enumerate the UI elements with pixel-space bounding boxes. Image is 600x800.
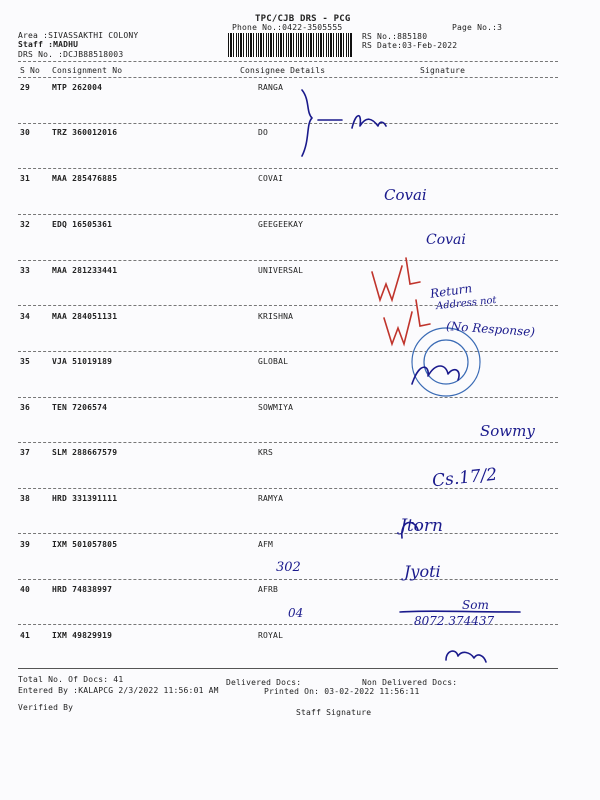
row-sno: 31 bbox=[20, 174, 31, 183]
rs-date: RS Date:03-Feb-2022 bbox=[362, 41, 458, 50]
row-consignee: AFM bbox=[258, 540, 274, 549]
row-sno: 29 bbox=[20, 83, 31, 92]
non-delivered-docs: Non Delivered Docs: bbox=[362, 678, 458, 687]
row-consignment: IXM 501057805 bbox=[52, 540, 118, 549]
row-consignment: SLM 288667579 bbox=[52, 448, 118, 457]
row-consignment: HRD 74838997 bbox=[52, 585, 113, 594]
row-consignee: AFRB bbox=[258, 585, 279, 594]
col-signature: Signature bbox=[420, 66, 466, 75]
row-consignment: MAA 281233441 bbox=[52, 266, 118, 275]
sig-krs: Cs.17/2 bbox=[431, 464, 499, 492]
verified-by: Verified By bbox=[18, 703, 74, 712]
row-sno: 32 bbox=[20, 220, 31, 229]
col-consignment: Consignment No bbox=[52, 66, 123, 75]
company-stamp bbox=[412, 328, 480, 396]
row-sno: 37 bbox=[20, 448, 31, 457]
signature-mark bbox=[352, 116, 386, 128]
afm-number: 302 bbox=[276, 560, 301, 575]
row-sno: 40 bbox=[20, 585, 31, 594]
row-sno: 38 bbox=[20, 494, 31, 503]
row-consignee: DO bbox=[258, 128, 269, 137]
row-sno: 41 bbox=[20, 631, 31, 640]
company-stamp-inner bbox=[424, 340, 468, 384]
row-consignee: GLOBAL bbox=[258, 357, 289, 366]
staff-signature: Staff Signature bbox=[296, 708, 372, 717]
sig-sowmiya: Sowmy bbox=[480, 422, 535, 440]
area-label: Area :SIVASSAKTHI COLONY bbox=[18, 31, 139, 40]
row-sno: 35 bbox=[20, 357, 31, 366]
sig-geegeekay: Covai bbox=[426, 232, 466, 248]
row-consignee: GEEGEEKAY bbox=[258, 220, 304, 229]
page-number: Page No.:3 bbox=[452, 23, 503, 32]
row-consignment: TEN 7206574 bbox=[52, 403, 108, 412]
red-wl-mark bbox=[384, 312, 412, 344]
footer-signature bbox=[446, 651, 486, 662]
row-consignment: MTP 262004 bbox=[52, 83, 103, 92]
row-consignee: RAMYA bbox=[258, 494, 284, 503]
row-sno: 36 bbox=[20, 403, 31, 412]
return-note-2: Address not bbox=[435, 294, 498, 313]
row-consignee: ROYAL bbox=[258, 631, 284, 640]
row-consignment: MAA 285476885 bbox=[52, 174, 118, 183]
entered-by: Entered By :KALAPCG 2/3/2022 11:56:01 AM bbox=[18, 686, 219, 695]
row-sno: 39 bbox=[20, 540, 31, 549]
return-note: Return bbox=[429, 281, 473, 301]
row-consignment: MAA 284051131 bbox=[52, 312, 118, 321]
row-consignee: KRS bbox=[258, 448, 274, 457]
red-wl-mark bbox=[406, 258, 420, 284]
sig-afrb: Som bbox=[462, 598, 489, 612]
brace-mark bbox=[302, 90, 312, 156]
printed-on: Printed On: 03-02-2022 11:56:11 bbox=[264, 687, 420, 696]
sig-ramya: Jtorn bbox=[400, 516, 443, 536]
sig-covai: Covai bbox=[384, 186, 427, 204]
red-wl-mark bbox=[372, 266, 402, 300]
row-sno: 30 bbox=[20, 128, 31, 137]
document-title: TPC/CJB DRS - PCG bbox=[255, 14, 351, 24]
drs-number: DRS No. :DCJB88518003 bbox=[18, 50, 124, 59]
signature-underline bbox=[400, 611, 520, 612]
staff-label: Staff :MADHU bbox=[18, 40, 79, 49]
row-consignment: VJA 51019189 bbox=[52, 357, 113, 366]
sig-afm: Jyoti bbox=[404, 562, 441, 581]
col-consignee: Consignee Details bbox=[240, 66, 326, 75]
col-sno: S No bbox=[20, 66, 41, 75]
row-consignment: EDQ 16505361 bbox=[52, 220, 113, 229]
row-consignment: IXM 49829919 bbox=[52, 631, 113, 640]
row-consignee: RANGA bbox=[258, 83, 284, 92]
row-consignee: SOWMIYA bbox=[258, 403, 294, 412]
row-sno: 33 bbox=[20, 266, 31, 275]
row-consignee: KRISHNA bbox=[258, 312, 294, 321]
row-consignment: TRZ 360012016 bbox=[52, 128, 118, 137]
row-consignee: UNIVERSAL bbox=[258, 266, 304, 275]
phone-number: Phone No.:0422-3505555 bbox=[232, 23, 343, 32]
total-docs: Total No. Of Docs: 41 bbox=[18, 675, 124, 684]
row-consignee: COVAI bbox=[258, 174, 284, 183]
no-response-note: (No Response) bbox=[445, 318, 536, 340]
afrb-number: 04 bbox=[288, 606, 304, 620]
row-consignment: HRD 331391111 bbox=[52, 494, 118, 503]
rs-number: RS No.:885180 bbox=[362, 32, 428, 41]
sig-afrb-phone: 8072 374437 bbox=[414, 614, 495, 628]
delivered-docs: Delivered Docs: bbox=[226, 678, 302, 687]
red-wl-mark bbox=[416, 300, 430, 326]
row-sno: 34 bbox=[20, 312, 31, 321]
